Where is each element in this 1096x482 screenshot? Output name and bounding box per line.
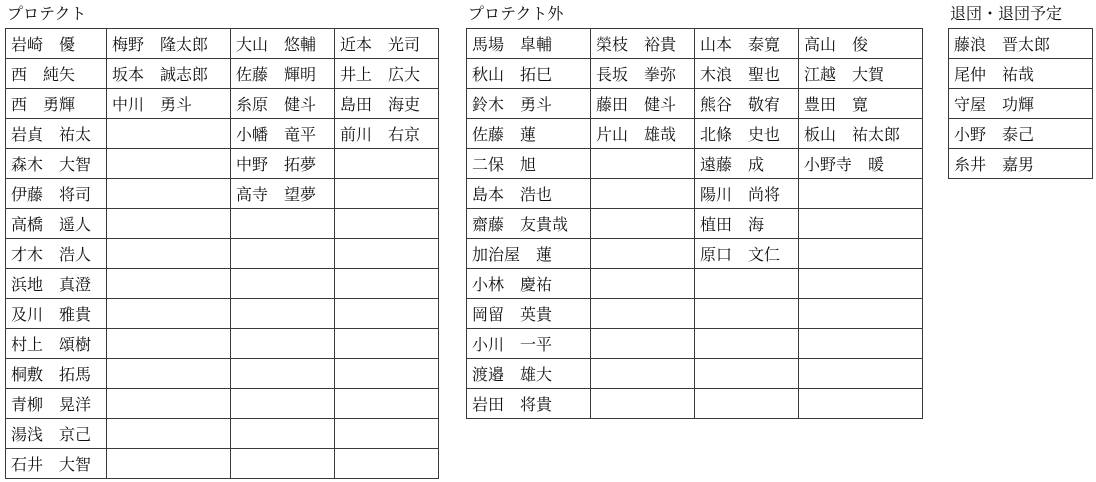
player-name-cell: 鈴木 勇斗 bbox=[467, 89, 591, 119]
protect-title: プロテクト bbox=[7, 4, 87, 23]
empty-cell bbox=[107, 239, 231, 269]
empty-cell bbox=[799, 209, 923, 239]
empty-cell bbox=[335, 239, 439, 269]
player-name-cell: 遠藤 成 bbox=[695, 149, 799, 179]
player-name-cell: 陽川 尚将 bbox=[695, 179, 799, 209]
empty-cell bbox=[107, 149, 231, 179]
empty-cell bbox=[231, 209, 335, 239]
table-row bbox=[467, 269, 923, 299]
empty-cell bbox=[335, 419, 439, 449]
player-name-cell: 尾仲 祐哉 bbox=[949, 59, 1093, 89]
empty-cell bbox=[107, 419, 231, 449]
empty-cell bbox=[591, 209, 695, 239]
table-row bbox=[6, 149, 439, 179]
player-name-cell: 植田 海 bbox=[695, 209, 799, 239]
player-name-cell: 湯浅 京己 bbox=[6, 419, 107, 449]
player-name-cell: 中野 拓夢 bbox=[231, 149, 335, 179]
empty-cell bbox=[591, 239, 695, 269]
protect-section bbox=[5, 0, 439, 479]
table-row bbox=[6, 59, 439, 89]
table-row bbox=[949, 149, 1093, 179]
external-section bbox=[466, 0, 923, 419]
external-title: プロテクト外 bbox=[468, 4, 564, 23]
player-name-cell: 岩田 将貴 bbox=[467, 389, 591, 419]
player-name-cell: 近本 光司 bbox=[335, 29, 439, 59]
player-name-cell: 北條 史也 bbox=[695, 119, 799, 149]
empty-cell bbox=[695, 299, 799, 329]
empty-cell bbox=[799, 389, 923, 419]
player-name-cell: 小野寺 暖 bbox=[799, 149, 923, 179]
player-name-cell: 熊谷 敬宥 bbox=[695, 89, 799, 119]
player-name-cell: 中川 勇斗 bbox=[107, 89, 231, 119]
table-row bbox=[6, 449, 439, 479]
empty-cell bbox=[335, 449, 439, 479]
player-name-cell: 岩崎 優 bbox=[6, 29, 107, 59]
table-row bbox=[949, 119, 1093, 149]
player-name-cell: 小幡 竜平 bbox=[231, 119, 335, 149]
player-name-cell: 岩貞 祐太 bbox=[6, 119, 107, 149]
empty-cell bbox=[107, 329, 231, 359]
player-name-cell: 長坂 拳弥 bbox=[591, 59, 695, 89]
empty-cell bbox=[107, 179, 231, 209]
empty-cell bbox=[799, 359, 923, 389]
player-name-cell: 藤浪 晋太郎 bbox=[949, 29, 1093, 59]
empty-cell bbox=[591, 149, 695, 179]
table-row bbox=[467, 239, 923, 269]
retire-title: 退団・退団予定 bbox=[950, 4, 1063, 23]
empty-cell bbox=[231, 299, 335, 329]
empty-cell bbox=[107, 449, 231, 479]
player-name-cell: 浜地 真澄 bbox=[6, 269, 107, 299]
table-row bbox=[949, 89, 1093, 119]
empty-cell bbox=[231, 269, 335, 299]
table-row bbox=[467, 389, 923, 419]
empty-cell bbox=[335, 269, 439, 299]
empty-cell bbox=[799, 179, 923, 209]
empty-cell bbox=[335, 329, 439, 359]
empty-cell bbox=[231, 449, 335, 479]
player-name-cell: 高山 俊 bbox=[799, 29, 923, 59]
player-name-cell: 板山 祐太郎 bbox=[799, 119, 923, 149]
empty-cell bbox=[591, 389, 695, 419]
player-name-cell: 糸原 健斗 bbox=[231, 89, 335, 119]
table-row bbox=[467, 359, 923, 389]
player-name-cell: 山本 泰寛 bbox=[695, 29, 799, 59]
player-name-cell: 桐敷 拓馬 bbox=[6, 359, 107, 389]
player-name-cell: 島本 浩也 bbox=[467, 179, 591, 209]
table-row bbox=[467, 89, 923, 119]
empty-cell bbox=[335, 359, 439, 389]
empty-cell bbox=[591, 299, 695, 329]
player-name-cell: 井上 広大 bbox=[335, 59, 439, 89]
empty-cell bbox=[107, 299, 231, 329]
player-name-cell: 高橋 遥人 bbox=[6, 209, 107, 239]
player-name-cell: 榮枝 裕貴 bbox=[591, 29, 695, 59]
player-name-cell: 小川 一平 bbox=[467, 329, 591, 359]
player-name-cell: 森木 大智 bbox=[6, 149, 107, 179]
player-name-cell: 島田 海吏 bbox=[335, 89, 439, 119]
player-name-cell: 及川 雅貴 bbox=[6, 299, 107, 329]
empty-cell bbox=[591, 269, 695, 299]
empty-cell bbox=[231, 239, 335, 269]
table-row bbox=[467, 299, 923, 329]
empty-cell bbox=[335, 389, 439, 419]
player-name-cell: 大山 悠輔 bbox=[231, 29, 335, 59]
table-row bbox=[467, 209, 923, 239]
protect-table bbox=[5, 28, 439, 479]
empty-cell bbox=[695, 389, 799, 419]
player-name-cell: 江越 大賀 bbox=[799, 59, 923, 89]
retire-table bbox=[948, 28, 1093, 179]
player-name-cell: 守屋 功輝 bbox=[949, 89, 1093, 119]
empty-cell bbox=[799, 239, 923, 269]
table-row bbox=[6, 329, 439, 359]
player-name-cell: 佐藤 輝明 bbox=[231, 59, 335, 89]
player-name-cell: 坂本 誠志郎 bbox=[107, 59, 231, 89]
empty-cell bbox=[335, 179, 439, 209]
player-name-cell: 木浪 聖也 bbox=[695, 59, 799, 89]
player-name-cell: 糸井 嘉男 bbox=[949, 149, 1093, 179]
empty-cell bbox=[695, 359, 799, 389]
empty-cell bbox=[107, 359, 231, 389]
retire-section bbox=[948, 0, 1093, 179]
empty-cell bbox=[107, 119, 231, 149]
empty-cell bbox=[591, 329, 695, 359]
empty-cell bbox=[695, 269, 799, 299]
player-name-cell: 西 純矢 bbox=[6, 59, 107, 89]
table-row bbox=[6, 179, 439, 209]
player-name-cell: 秋山 拓巳 bbox=[467, 59, 591, 89]
table-row bbox=[6, 299, 439, 329]
player-name-cell: 村上 頌樹 bbox=[6, 329, 107, 359]
empty-cell bbox=[591, 179, 695, 209]
table-row bbox=[6, 389, 439, 419]
empty-cell bbox=[799, 299, 923, 329]
table-row bbox=[6, 359, 439, 389]
player-name-cell: 齋藤 友貴哉 bbox=[467, 209, 591, 239]
player-name-cell: 西 勇輝 bbox=[6, 89, 107, 119]
table-row bbox=[6, 119, 439, 149]
table-row bbox=[6, 209, 439, 239]
player-name-cell: 前川 右京 bbox=[335, 119, 439, 149]
player-name-cell: 小野 泰己 bbox=[949, 119, 1093, 149]
table-row bbox=[467, 119, 923, 149]
player-name-cell: 馬場 皐輔 bbox=[467, 29, 591, 59]
empty-cell bbox=[231, 329, 335, 359]
empty-cell bbox=[107, 269, 231, 299]
table-row bbox=[467, 149, 923, 179]
table-row bbox=[949, 59, 1093, 89]
table-row bbox=[467, 29, 923, 59]
player-name-cell: 藤田 健斗 bbox=[591, 89, 695, 119]
player-name-cell: 伊藤 将司 bbox=[6, 179, 107, 209]
table-row bbox=[6, 239, 439, 269]
table-row bbox=[467, 179, 923, 209]
empty-cell bbox=[335, 149, 439, 179]
player-name-cell: 梅野 隆太郎 bbox=[107, 29, 231, 59]
player-name-cell: 原口 文仁 bbox=[695, 239, 799, 269]
empty-cell bbox=[107, 389, 231, 419]
empty-cell bbox=[799, 269, 923, 299]
table-row bbox=[6, 419, 439, 449]
empty-cell bbox=[231, 359, 335, 389]
player-name-cell: 石井 大智 bbox=[6, 449, 107, 479]
empty-cell bbox=[107, 209, 231, 239]
player-name-cell: 加治屋 蓮 bbox=[467, 239, 591, 269]
player-name-cell: 岡留 英貴 bbox=[467, 299, 591, 329]
table-row bbox=[949, 29, 1093, 59]
empty-cell bbox=[335, 299, 439, 329]
table-row bbox=[467, 59, 923, 89]
player-name-cell: 佐藤 蓮 bbox=[467, 119, 591, 149]
player-name-cell: 高寺 望夢 bbox=[231, 179, 335, 209]
empty-cell bbox=[799, 329, 923, 359]
empty-cell bbox=[695, 329, 799, 359]
table-row bbox=[467, 329, 923, 359]
player-name-cell: 二保 旭 bbox=[467, 149, 591, 179]
player-name-cell: 豊田 寛 bbox=[799, 89, 923, 119]
player-name-cell: 渡邉 雄大 bbox=[467, 359, 591, 389]
external-table bbox=[466, 28, 923, 419]
player-name-cell: 片山 雄哉 bbox=[591, 119, 695, 149]
empty-cell bbox=[335, 209, 439, 239]
table-row bbox=[6, 269, 439, 299]
player-name-cell: 青柳 晃洋 bbox=[6, 389, 107, 419]
table-row bbox=[6, 89, 439, 119]
empty-cell bbox=[231, 389, 335, 419]
table-row bbox=[6, 29, 439, 59]
player-name-cell: 小林 慶祐 bbox=[467, 269, 591, 299]
empty-cell bbox=[231, 419, 335, 449]
player-name-cell: 才木 浩人 bbox=[6, 239, 107, 269]
empty-cell bbox=[591, 359, 695, 389]
